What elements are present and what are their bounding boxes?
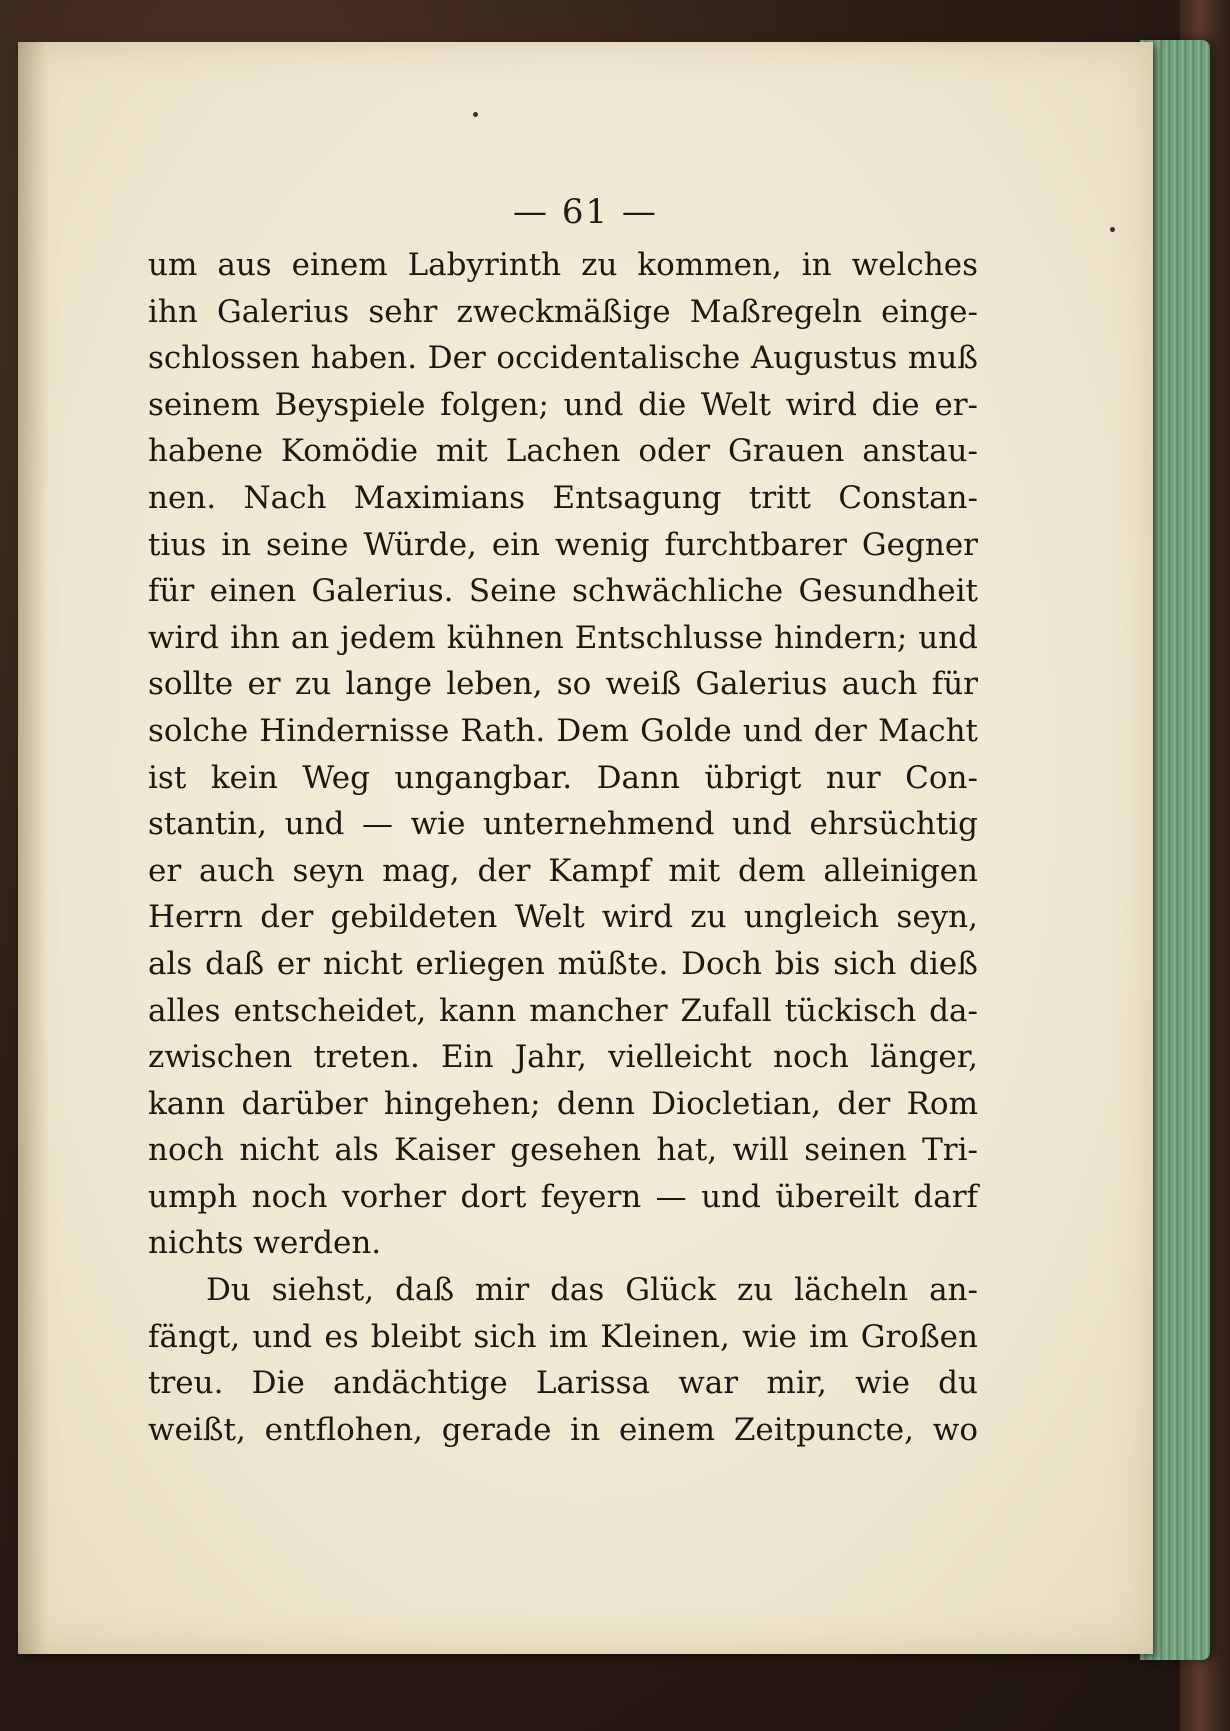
- text-line: ist kein Weg ungangbar. Dann übrigt nur Con-: [148, 759, 978, 796]
- text-line: er auch seyn mag, der Kampf mit dem alleinigen: [148, 852, 978, 889]
- text-line: fängt, und es bleibt sich im Kleinen, wie im Großen: [148, 1318, 978, 1355]
- text-line: stantin, und — wie unternehmend und ehrsüchtig: [148, 806, 978, 843]
- text-line: treu. Die andächtige Larissa war mir, wie du: [148, 1365, 978, 1402]
- text-line: nichts werden.: [148, 1225, 382, 1262]
- text-line: Herrn der gebildeten Welt wird zu ungleich seyn,: [148, 899, 978, 936]
- text-line: nen. Nach Maximians Entsagung tritt Constan-: [148, 479, 978, 516]
- text-line: Du siehst, daß mir das Glück zu lächeln an-: [206, 1272, 978, 1309]
- text-line: als daß er nicht erliegen müßte. Doch bis sich dieß: [148, 945, 978, 982]
- gutter-shadow: [18, 42, 48, 1654]
- text-line: sollte er zu lange leben, so weiß Galerius auch für: [148, 666, 978, 703]
- text-line: solche Hindernisse Rath. Dem Golde und der Macht: [148, 712, 978, 749]
- page-number-header: — 61 —: [513, 192, 658, 232]
- text-line: weißt, entflohen, gerade in einem Zeitpuncte, wo: [148, 1411, 978, 1448]
- text-line: umph noch vorher dort feyern — und übereilt darf: [148, 1178, 978, 1215]
- text-line: habene Komödie mit Lachen oder Grauen anstau-: [148, 433, 978, 470]
- text-line: für einen Galerius. Seine schwächliche Gesundheit: [148, 573, 978, 610]
- text-line: ihn Galerius sehr zweckmäßige Maßregeln einge-: [148, 293, 978, 330]
- text-line: tius in seine Würde, ein wenig furchtbarer Gegner: [148, 526, 978, 563]
- text-line: noch nicht als Kaiser gesehen hat, will seinen Tri-: [148, 1132, 978, 1169]
- speck: [473, 112, 478, 117]
- text-line: zwischen treten. Ein Jahr, vielleicht noch länger,: [148, 1039, 978, 1076]
- text-line: seinem Beyspiele folgen; und die Welt wird die er-: [148, 386, 978, 423]
- text-line: alles entscheidet, kann mancher Zufall tückisch da-: [148, 992, 978, 1029]
- text-line: wird ihn an jedem kühnen Entschlusse hindern; und: [148, 619, 978, 656]
- text-line: kann darüber hingehen; denn Diocletian, der Rom: [148, 1085, 978, 1122]
- text-line: schlossen haben. Der occidentalische Augustus muß: [148, 340, 978, 377]
- text-line: um aus einem Labyrinth zu kommen, in welches: [148, 247, 978, 283]
- book-page: [18, 42, 1153, 1654]
- body-text: [148, 242, 978, 1453]
